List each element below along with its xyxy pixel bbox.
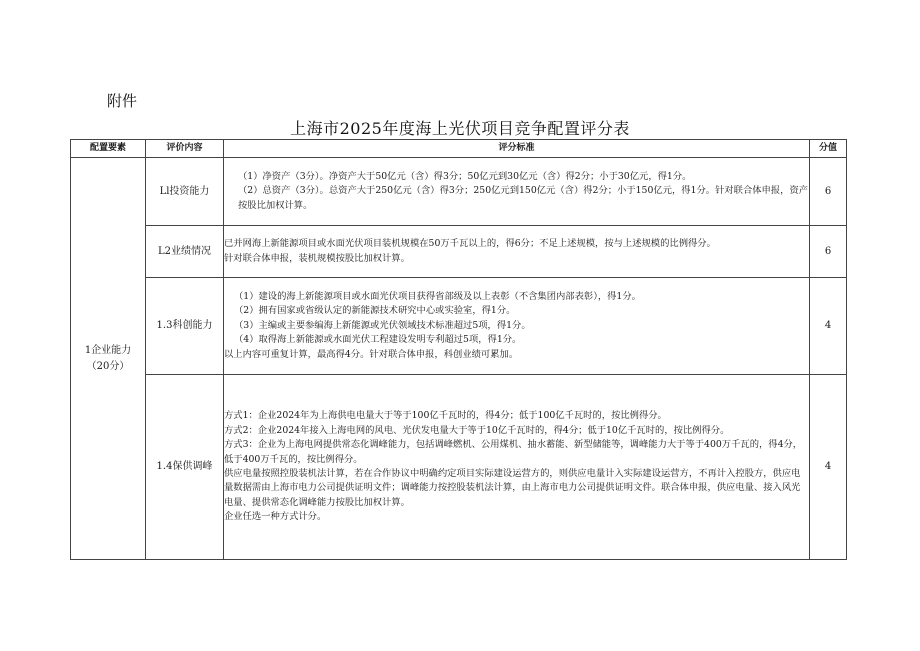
- standard-cell: [224, 158, 810, 226]
- standard-cell: [224, 226, 810, 278]
- table-header-row: [71, 140, 847, 158]
- score-cell: 6: [810, 158, 847, 226]
- standard-cell: [224, 278, 810, 375]
- requirement-points: （20分）: [86, 360, 130, 372]
- content-cell: L2业绩情况: [146, 226, 224, 278]
- table-row: [71, 375, 847, 560]
- table-row: [71, 226, 847, 278]
- attachment-label: 附件: [107, 92, 138, 110]
- content-cell: Ll投资能力: [146, 158, 224, 226]
- standard-line: 方式3：企业为上海电网提供常态化调峰能力，包括调峰燃机、公用煤机、抽水蓄能、新型储能等，调峰能力大于等于400万千瓦的，得4分，低于400万千瓦的，按比例得分。: [224, 439, 803, 465]
- content-cell: 1.3科创能力: [146, 278, 224, 375]
- standard-line: （1）建设的海上新能源项目或水面光伏项目获得省部级及以上表彰（不含集团内部表彰），得1分。: [234, 290, 641, 302]
- table-row: [71, 158, 847, 226]
- document-title: 上海市2025年度海上光伏项目竞争配置评分表: [290, 119, 630, 138]
- table-row: [71, 278, 847, 375]
- column-header-standard: 评分标准: [224, 140, 810, 158]
- score-cell: 4: [810, 278, 847, 375]
- standard-line: （2）总资产（3分）。总资产大于250亿元（含）得3分；250亿元到150亿元（含）得2分；小于150亿元，得1分。针对联合体申报，资产按股比加权计算。: [238, 185, 809, 211]
- content-cell: 1.4保供调峰: [146, 375, 224, 560]
- standard-line: （2）拥有国家或省级认定的新能源技术研究中心或实验室，得1分。: [234, 305, 516, 317]
- standard-cell: [224, 375, 810, 560]
- score-cell: 4: [810, 375, 847, 560]
- standard-line: （3）主编或主要参编海上新能源或光伏领域技术标准超过5项，得1分。: [234, 319, 531, 331]
- requirement-label: 1企业能力: [84, 345, 132, 356]
- standard-line: 方式1：企业2024年为上海供电电量大于等于100亿千瓦时的，得4分；低于100亿千瓦时的，按比例得分。: [224, 410, 667, 422]
- standard-line: 以上内容可重复计算，最高得4分。针对联合体申报，科创业绩可累加。: [224, 348, 519, 360]
- standard-line: 已并网海上新能源项目或水面光伏项目装机规模在50万千瓦以上的，得6分；不足上述规模，按与上述规模的比例得分。: [224, 238, 716, 250]
- standard-line: 针对联合体申报，装机规模按股比加权计算。: [224, 252, 410, 264]
- standard-line: 企业任选一种方式计分。: [224, 511, 327, 523]
- column-header-score: 分值: [810, 140, 847, 158]
- column-header-requirement: 配置要素: [71, 140, 146, 158]
- score-cell: 6: [810, 226, 847, 278]
- standard-line: （4）取得海上新能源或水面光伏工程建设发明专利超过5项，得1分。: [234, 334, 522, 346]
- requirement-cell: [71, 158, 146, 560]
- standard-line: （1）净资产（3分）。净资产大于50亿元（含）得3分；50亿元到30亿元（含）得2分；小于30亿元，得1分。: [238, 170, 692, 182]
- scoring-table: [70, 139, 847, 560]
- column-header-content: 评价内容: [146, 140, 224, 158]
- standard-line: 方式2：企业2024年接入上海电网的风电、光伏发电量大于等于10亿千瓦时的，得4分；低于10亿千瓦时的，按比例得分。: [224, 424, 730, 436]
- standard-line: 供应电量按照控股装机法计算，若在合作协议中明确约定项目实际建设运营方的，则供应电量计入实际建设运营方，不再计入控股方，供应电量数据需由上海市电力公司提供证明文件；调峰能力按控股装机法计算，由上海市电力公司提供证明文件。联合体申报，供应电量、接入风光电量、提供常态化调峰能力按股比加权计算。: [224, 468, 801, 508]
